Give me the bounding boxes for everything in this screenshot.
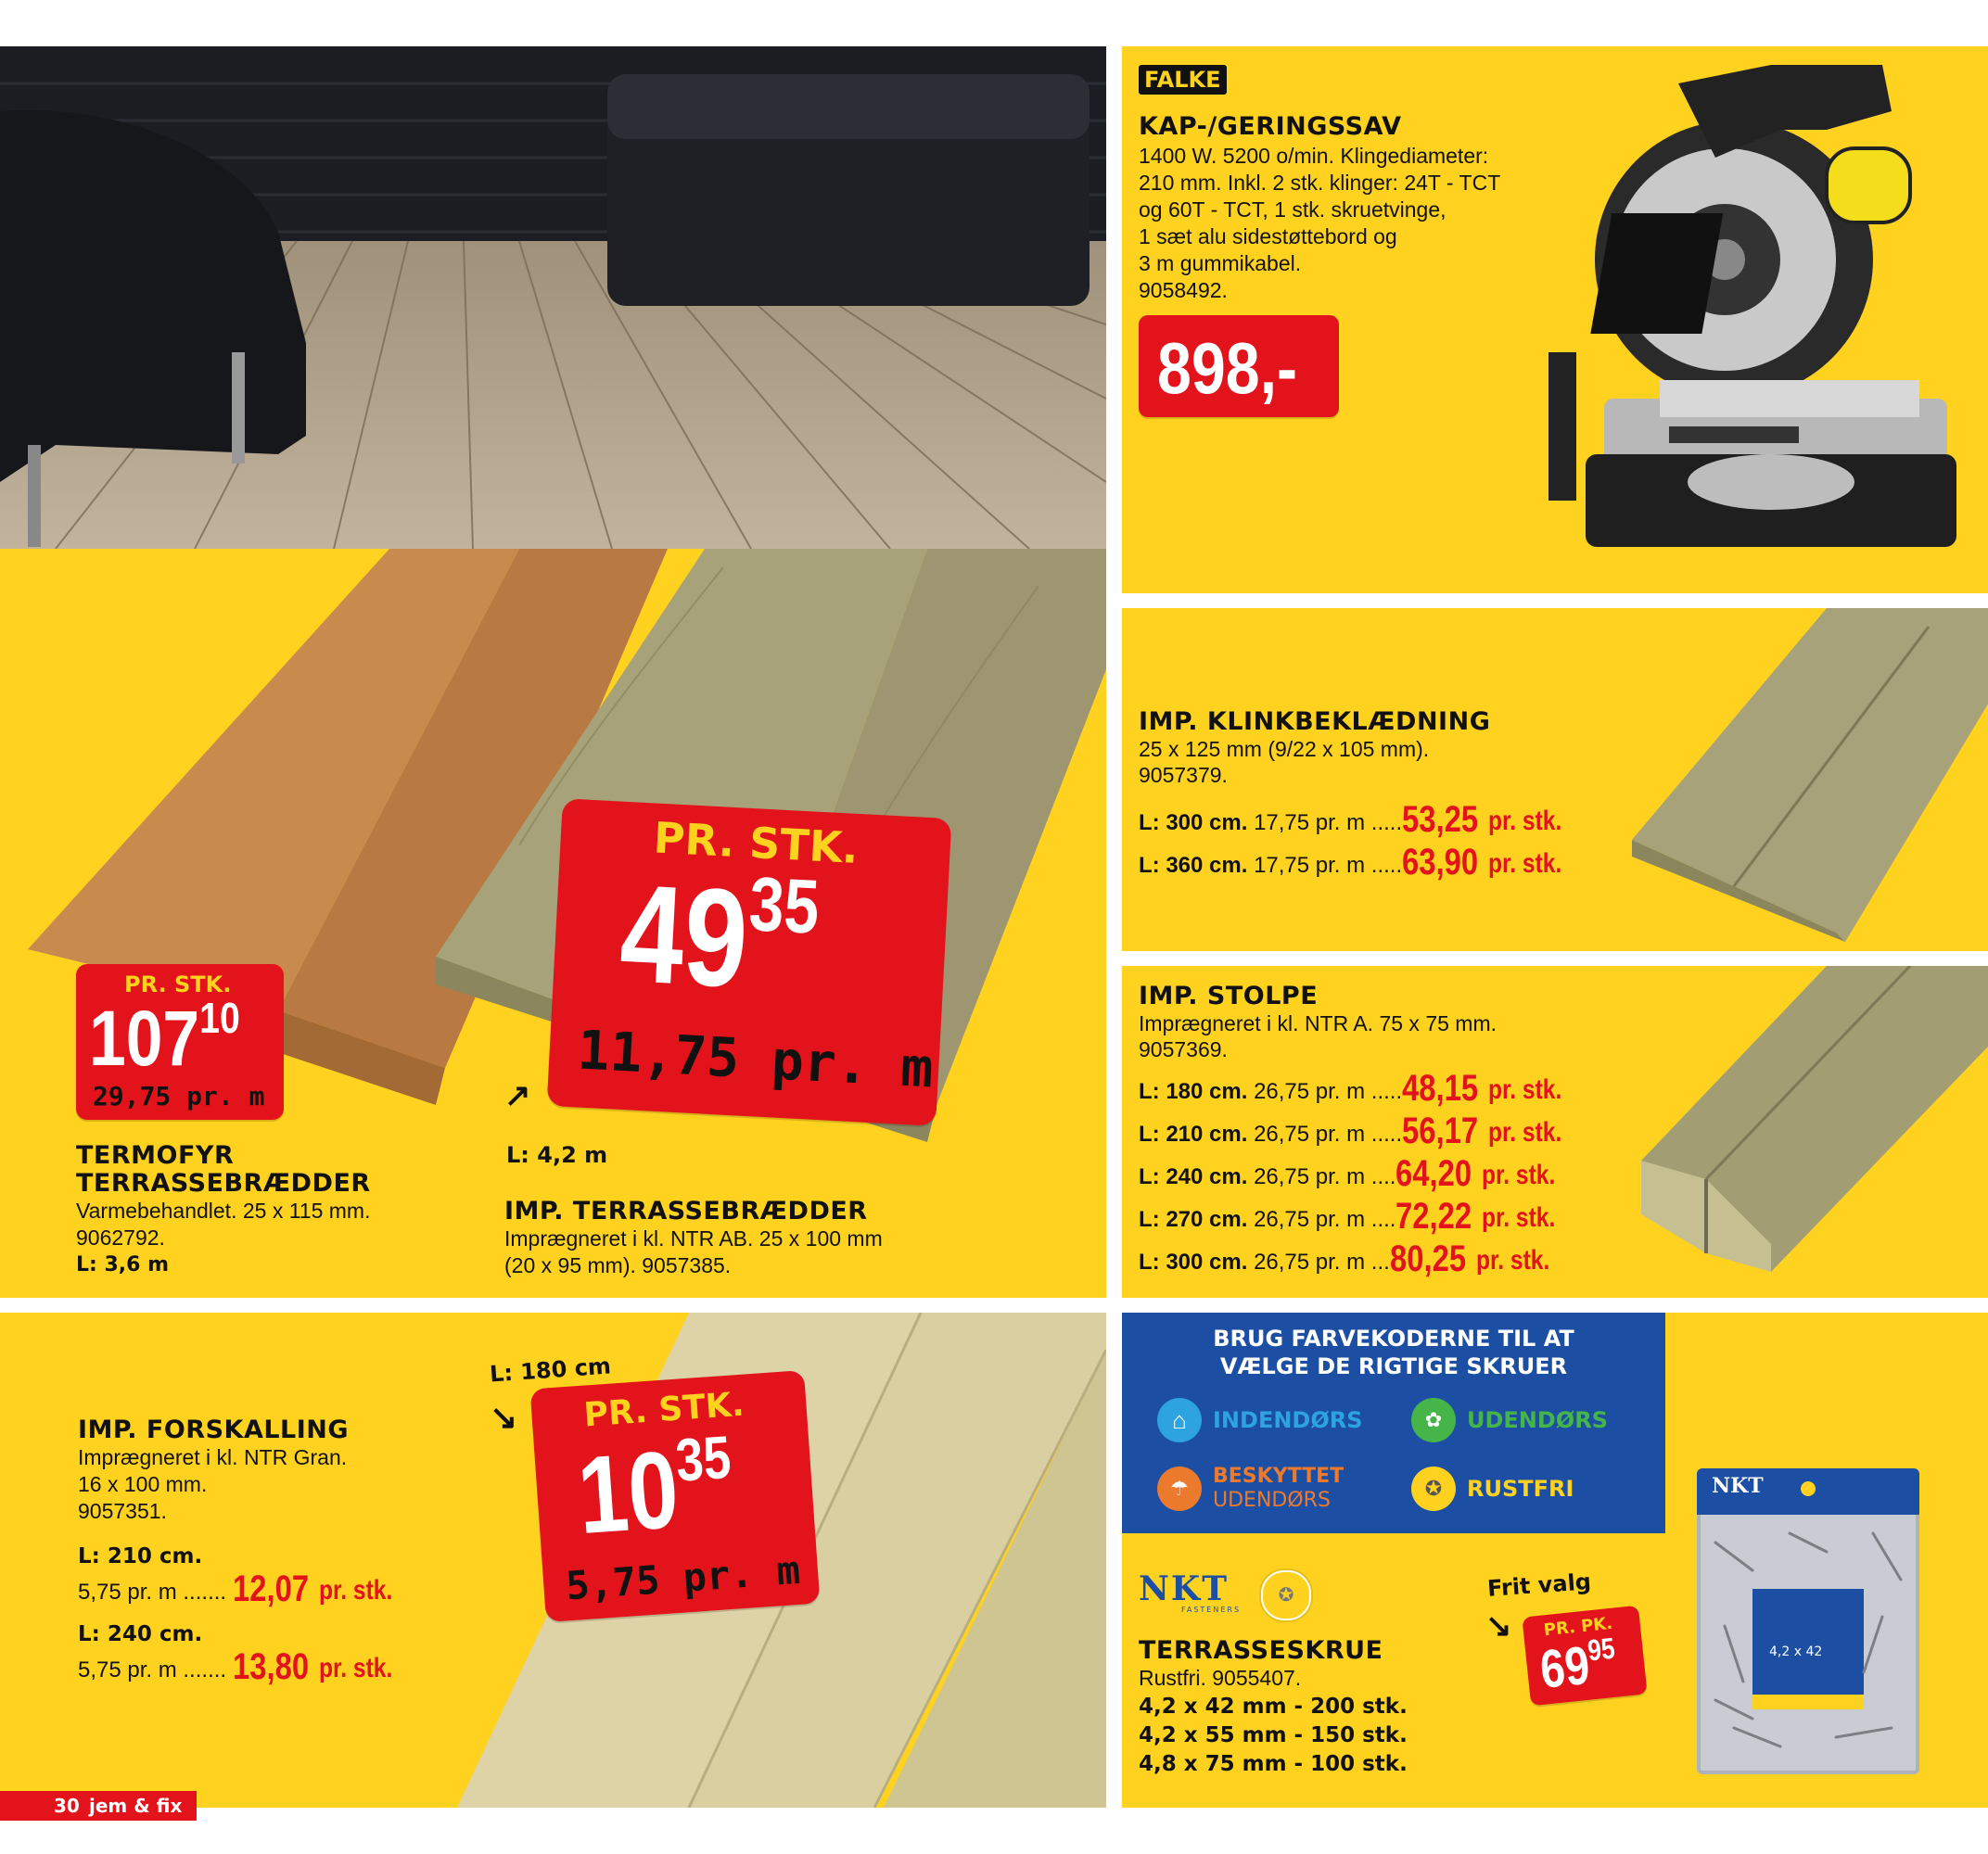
termofyr-desc-1: Varmebehandlet. 25 x 115 mm. bbox=[76, 1199, 371, 1223]
forskalling-price-badge bbox=[530, 1370, 821, 1622]
page-number: 30 bbox=[54, 1795, 80, 1817]
klink-row-per-m: 17,75 pr. m ..... bbox=[1254, 810, 1403, 835]
covered-label-2: UDENDØRS bbox=[1213, 1489, 1331, 1512]
stolpe-row-unit: pr. stk. bbox=[1482, 1202, 1556, 1233]
klink-row-length: L: 300 cm. bbox=[1139, 810, 1248, 835]
klink-desc-2: 9057379. bbox=[1139, 763, 1228, 787]
forskalling-price: 12,07 bbox=[232, 1568, 309, 1609]
saw-desc-line: 9058492. bbox=[1139, 278, 1228, 302]
screws-panel bbox=[1122, 1313, 1988, 1808]
stolpe-row-length: L: 210 cm. bbox=[1139, 1122, 1248, 1147]
screw-price-main: 69 bbox=[1536, 1634, 1593, 1700]
termofyr-price-dec: 10 bbox=[199, 994, 240, 1043]
color-code-banner bbox=[1122, 1313, 1665, 1533]
imp-terrasse-price-badge bbox=[547, 798, 952, 1126]
stolpe-row bbox=[1139, 1240, 1565, 1281]
forskalling-price-row bbox=[78, 1648, 408, 1689]
stolpe-row-price: 64,20 bbox=[1395, 1153, 1472, 1194]
saw-desc-line: og 60T - TCT, 1 stk. skruetvinge, bbox=[1139, 197, 1446, 222]
house-icon: ⌂ bbox=[1157, 1398, 1202, 1442]
stolpe-row-price: 72,22 bbox=[1395, 1196, 1472, 1237]
stolpe-row-unit: pr. stk. bbox=[1482, 1160, 1556, 1190]
forskalling-panel bbox=[0, 1313, 1106, 1808]
curved-arrow-icon: ↘ bbox=[490, 1398, 518, 1436]
forskalling-badge-label: PR. STK. bbox=[582, 1385, 746, 1435]
stolpe-post-image bbox=[1641, 966, 1988, 1298]
forskalling-len-2: L: 240 cm. bbox=[78, 1622, 203, 1646]
stolpe-desc-2: 9057369. bbox=[1139, 1037, 1228, 1061]
screw-badge-label: PR. PK. bbox=[1542, 1613, 1614, 1641]
screw-price-badge bbox=[1522, 1606, 1647, 1707]
stolpe-row-price: 80,25 bbox=[1389, 1238, 1466, 1279]
stainless-small-icon: ✪ bbox=[1261, 1570, 1311, 1620]
termofyr-badge-label: PR. STK. bbox=[124, 971, 232, 997]
stolpe-row bbox=[1139, 1070, 1578, 1111]
stolpe-row-unit: pr. stk. bbox=[1487, 1074, 1562, 1105]
screws-pile-image bbox=[1697, 1515, 1919, 1774]
banner-line-1: BRUG FARVEKODERNE TIL AT bbox=[1213, 1326, 1574, 1352]
stolpe-desc-1: Imprægneret i kl. NTR A. 75 x 75 mm. bbox=[1139, 1011, 1497, 1035]
imp-terrasse-badge-label: PR. STK. bbox=[652, 812, 860, 873]
saw-description bbox=[1139, 143, 1500, 304]
curved-arrow-icon: ↗ bbox=[504, 1078, 531, 1113]
klink-title: IMP. KLINKBEKLÆDNING bbox=[1139, 707, 1491, 736]
forskalling-per-m: 5,75 pr. m ....... bbox=[78, 1580, 227, 1605]
nkt-sub: FASTENERS bbox=[1181, 1606, 1242, 1614]
stainless-icon: ✪ bbox=[1411, 1467, 1456, 1511]
nkt-logo bbox=[1139, 1569, 1242, 1614]
forskalling-price-main: 10 bbox=[574, 1428, 682, 1558]
screw-price-dec: 95 bbox=[1586, 1631, 1617, 1668]
screw-badge-price bbox=[1536, 1631, 1619, 1700]
outdoor-label: UDENDØRS bbox=[1467, 1407, 1608, 1433]
pack-header bbox=[1697, 1468, 1919, 1515]
boards-panel bbox=[0, 549, 1106, 1298]
miter-saw-image bbox=[1474, 46, 1956, 584]
saw-price: 898,- bbox=[1157, 327, 1298, 409]
klink-row-per-m: 17,75 pr. m ..... bbox=[1254, 853, 1403, 878]
forskalling-title: IMP. FORSKALLING bbox=[78, 1416, 350, 1444]
stolpe-row-per-m: 26,75 pr. m ... bbox=[1254, 1250, 1390, 1275]
stainless-label: RUSTFRI bbox=[1467, 1476, 1574, 1502]
outdoor-icon: ✿ bbox=[1411, 1398, 1456, 1442]
termofyr-info bbox=[76, 1142, 371, 1278]
stolpe-row-per-m: 26,75 pr. m ..... bbox=[1254, 1122, 1403, 1147]
stolpe-row-unit: pr. stk. bbox=[1475, 1245, 1549, 1276]
forskalling-price-dec: 35 bbox=[673, 1423, 733, 1495]
nkt-brand: NKT bbox=[1139, 1569, 1229, 1608]
termofyr-per-m: 29,75 pr. m bbox=[93, 1081, 265, 1111]
forskalling-unit: pr. stk. bbox=[318, 1653, 392, 1683]
stolpe-row-per-m: 26,75 pr. m ..... bbox=[1254, 1079, 1403, 1104]
footer-tag bbox=[0, 1791, 197, 1821]
saw-panel bbox=[1122, 46, 1988, 593]
stolpe-row-price: 56,17 bbox=[1402, 1111, 1479, 1151]
saw-desc-line: 1 sæt alu sidestøttebord og bbox=[1139, 224, 1397, 248]
pack-size: 4,2 x 42 bbox=[1769, 1644, 1823, 1659]
forskalling-desc-2: 16 x 100 mm. bbox=[78, 1472, 208, 1496]
stolpe-row bbox=[1139, 1112, 1578, 1153]
forskalling-price-row bbox=[78, 1570, 408, 1611]
forskalling-badge-length: L: 180 cm bbox=[489, 1352, 612, 1388]
screw-desc: Rustfri. 9055407. bbox=[1139, 1666, 1302, 1690]
falke-logo bbox=[1139, 65, 1227, 95]
forskalling-len-1: L: 210 cm. bbox=[78, 1544, 203, 1568]
pack-brand: NKT bbox=[1712, 1474, 1764, 1498]
frit-valg: Frit valg bbox=[1486, 1568, 1592, 1602]
termofyr-desc-2: 9062792. bbox=[76, 1225, 165, 1250]
forskalling-desc-1: Imprægneret i kl. NTR Gran. bbox=[78, 1445, 348, 1469]
curved-arrow-icon: ↘ bbox=[1485, 1608, 1512, 1644]
termofyr-title-1: TERMOFYR bbox=[76, 1141, 235, 1170]
imp-terrasse-length: L: 4,2 m bbox=[506, 1142, 608, 1168]
saw-desc-line: 1400 W. 5200 o/min. Klingediameter: bbox=[1139, 144, 1489, 168]
klink-row-price: 53,25 bbox=[1402, 799, 1479, 840]
stolpe-row-price: 48,15 bbox=[1402, 1068, 1479, 1109]
klink-row-price: 63,90 bbox=[1402, 842, 1479, 883]
klink-row-length: L: 360 cm. bbox=[1139, 853, 1248, 878]
forskalling-badge-price bbox=[574, 1423, 737, 1558]
imp-terrasse-desc-2: (20 x 95 mm). 9057385. bbox=[504, 1253, 732, 1277]
forskalling-badge-per-m: 5,75 pr. m bbox=[564, 1546, 802, 1609]
falke-brand: FALKE bbox=[1144, 67, 1221, 93]
termofyr-length: L: 3,6 m bbox=[76, 1253, 170, 1276]
saw-desc-line: 210 mm. Inkl. 2 stk. klinger: 24T - TCT bbox=[1139, 171, 1501, 195]
stolpe-row-length: L: 270 cm. bbox=[1139, 1207, 1248, 1232]
screw-size: 4,2 x 55 mm - 150 stk. bbox=[1139, 1723, 1408, 1747]
klink-panel bbox=[1122, 608, 1988, 951]
saw-desc-line: 3 m gummikabel. bbox=[1139, 251, 1302, 275]
screw-size: 4,2 x 42 mm - 200 stk. bbox=[1139, 1695, 1408, 1719]
stolpe-row-per-m: 26,75 pr. m .... bbox=[1254, 1164, 1396, 1189]
stolpe-panel bbox=[1122, 966, 1988, 1298]
stolpe-row-length: L: 240 cm. bbox=[1139, 1164, 1248, 1189]
forskalling-unit: pr. stk. bbox=[318, 1575, 392, 1606]
footer-brand: jem & fix bbox=[89, 1795, 183, 1817]
covered-icon: ☂ bbox=[1157, 1467, 1202, 1511]
stolpe-row-per-m: 26,75 pr. m .... bbox=[1254, 1207, 1396, 1232]
screw-sizes bbox=[1139, 1693, 1408, 1779]
stolpe-title: IMP. STOLPE bbox=[1139, 982, 1319, 1010]
saw-price-badge bbox=[1139, 315, 1339, 417]
imp-terrasse-price bbox=[617, 854, 822, 1017]
banner-line-2: VÆLGE DE RIGTIGE SKRUER bbox=[1219, 1353, 1568, 1379]
klink-board-image bbox=[1623, 608, 1988, 951]
termofyr-price bbox=[89, 994, 240, 1082]
forskalling-price: 13,80 bbox=[232, 1646, 309, 1687]
klink-row bbox=[1139, 801, 1578, 842]
termofyr-title-2: TERRASSEBRÆDDER bbox=[76, 1169, 371, 1198]
stolpe-row-length: L: 180 cm. bbox=[1139, 1079, 1248, 1104]
screw-title: TERRASSESKRUE bbox=[1139, 1636, 1383, 1665]
klink-row bbox=[1139, 844, 1578, 884]
imp-terrasse-price-main: 49 bbox=[617, 854, 752, 1017]
screw-size: 4,8 x 75 mm - 100 stk. bbox=[1139, 1752, 1408, 1776]
screw-pack-image bbox=[1697, 1468, 1919, 1774]
klink-row-unit: pr. stk. bbox=[1487, 806, 1562, 836]
pack-dot-icon bbox=[1801, 1481, 1816, 1496]
imp-terrasse-per-m: 11,75 pr. m bbox=[576, 1018, 936, 1100]
forskalling-desc-3: 9057351. bbox=[78, 1499, 167, 1523]
forskalling-per-m: 5,75 pr. m ....... bbox=[78, 1657, 227, 1683]
termofyr-price-badge bbox=[76, 964, 284, 1120]
indoor-label: INDENDØRS bbox=[1213, 1407, 1363, 1433]
covered-label-1: BESKYTTET bbox=[1213, 1465, 1344, 1488]
imp-terrasse-title: IMP. TERRASSEBRÆDDER bbox=[504, 1197, 868, 1225]
klink-desc-1: 25 x 125 mm (9/22 x 105 mm). bbox=[1139, 737, 1430, 761]
forskalling-info bbox=[78, 1416, 349, 1525]
terrace-photo bbox=[0, 46, 1106, 549]
imp-terrasse-price-dec: 35 bbox=[746, 861, 822, 950]
stolpe-row-unit: pr. stk. bbox=[1487, 1117, 1562, 1148]
imp-terrasse-info bbox=[504, 1198, 883, 1279]
termofyr-price-main: 107 bbox=[89, 995, 200, 1082]
klink-row-unit: pr. stk. bbox=[1487, 848, 1562, 879]
imp-terrasse-desc-1: Imprægneret i kl. NTR AB. 25 x 100 mm bbox=[504, 1226, 883, 1251]
saw-title: KAP-/GERINGSSAV bbox=[1139, 112, 1402, 141]
stolpe-row-length: L: 300 cm. bbox=[1139, 1250, 1248, 1275]
stolpe-row bbox=[1139, 1155, 1572, 1196]
stolpe-row bbox=[1139, 1198, 1572, 1238]
